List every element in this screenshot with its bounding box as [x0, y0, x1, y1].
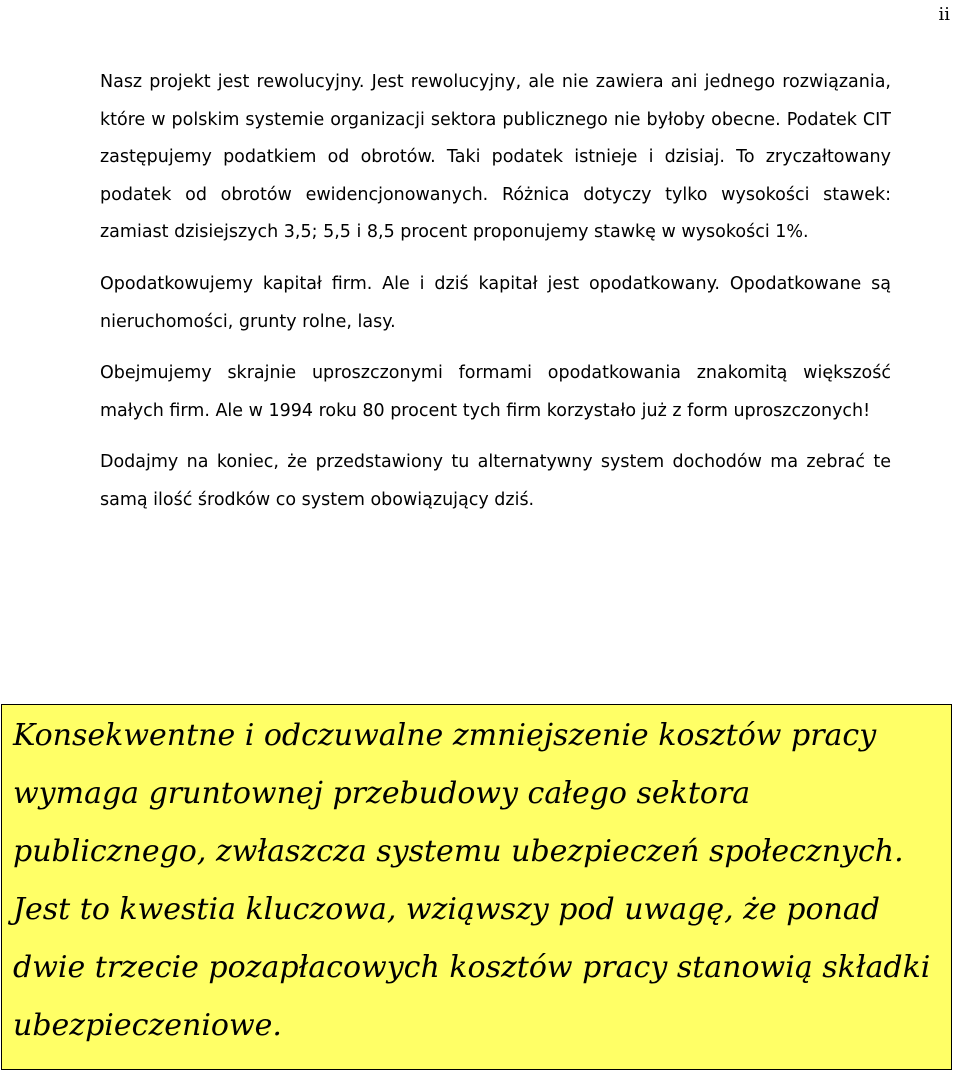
paragraph-capital-tax: Opodatkowujemy kapitał firm. Ale i dziś kapitał jest opodatkowany. Opodatkowane są nieruchomości, grunty rolne, lasy.: [100, 273, 891, 332]
paragraph-project-intro: Nasz projekt jest rewolucyjny. Jest rewolucyjny, ale nie zawiera ani jednego rozwiązania, które w polskim systemie organizacji sektora publicznego nie byłoby obecne. Podatek CIT zastępujemy podatkiem od obrotów. Taki podatek istnieje i dzisiaj. To zryczałtowany podatek od obrotów ewidencjonowanych. Różnica dotyczy tylko wysokości stawek: zamiast dzisiejszych 3,5; 5,5 i 8,5 procent proponujemy stawkę w wysokości 1%.: [100, 72, 891, 243]
document-body: [100, 64, 891, 534]
highlight-callout-box: [1, 704, 952, 1070]
paragraph-conclusion: Dodajmy na koniec, że przedstawiony tu alternatywny system dochodów ma zebrać te samą ilość środków co system obowiązujący dziś.: [100, 452, 891, 510]
callout-text: Konsekwentne i odczuwalne zmniejszenie kosztów pracy wymaga gruntownej przebudowy całego sektora publicznego, zwłaszcza systemu ubezpieczeń społecznych. Jest to kwestia kluczowa, wziąwszy pod uwagę, że ponad dwie trzecie pozapłacowych kosztów pracy stanowią składki ubezpieczeniowe.: [13, 718, 931, 1043]
paragraph-small-firms: Obejmujemy skrajnie uproszczonymi formami opodatkowania znakomitą większość małych firm. Ale w 1994 roku 80 procent tych firm korzystało już z form uproszczonych!: [100, 363, 891, 421]
page-number: ii: [938, 4, 950, 25]
